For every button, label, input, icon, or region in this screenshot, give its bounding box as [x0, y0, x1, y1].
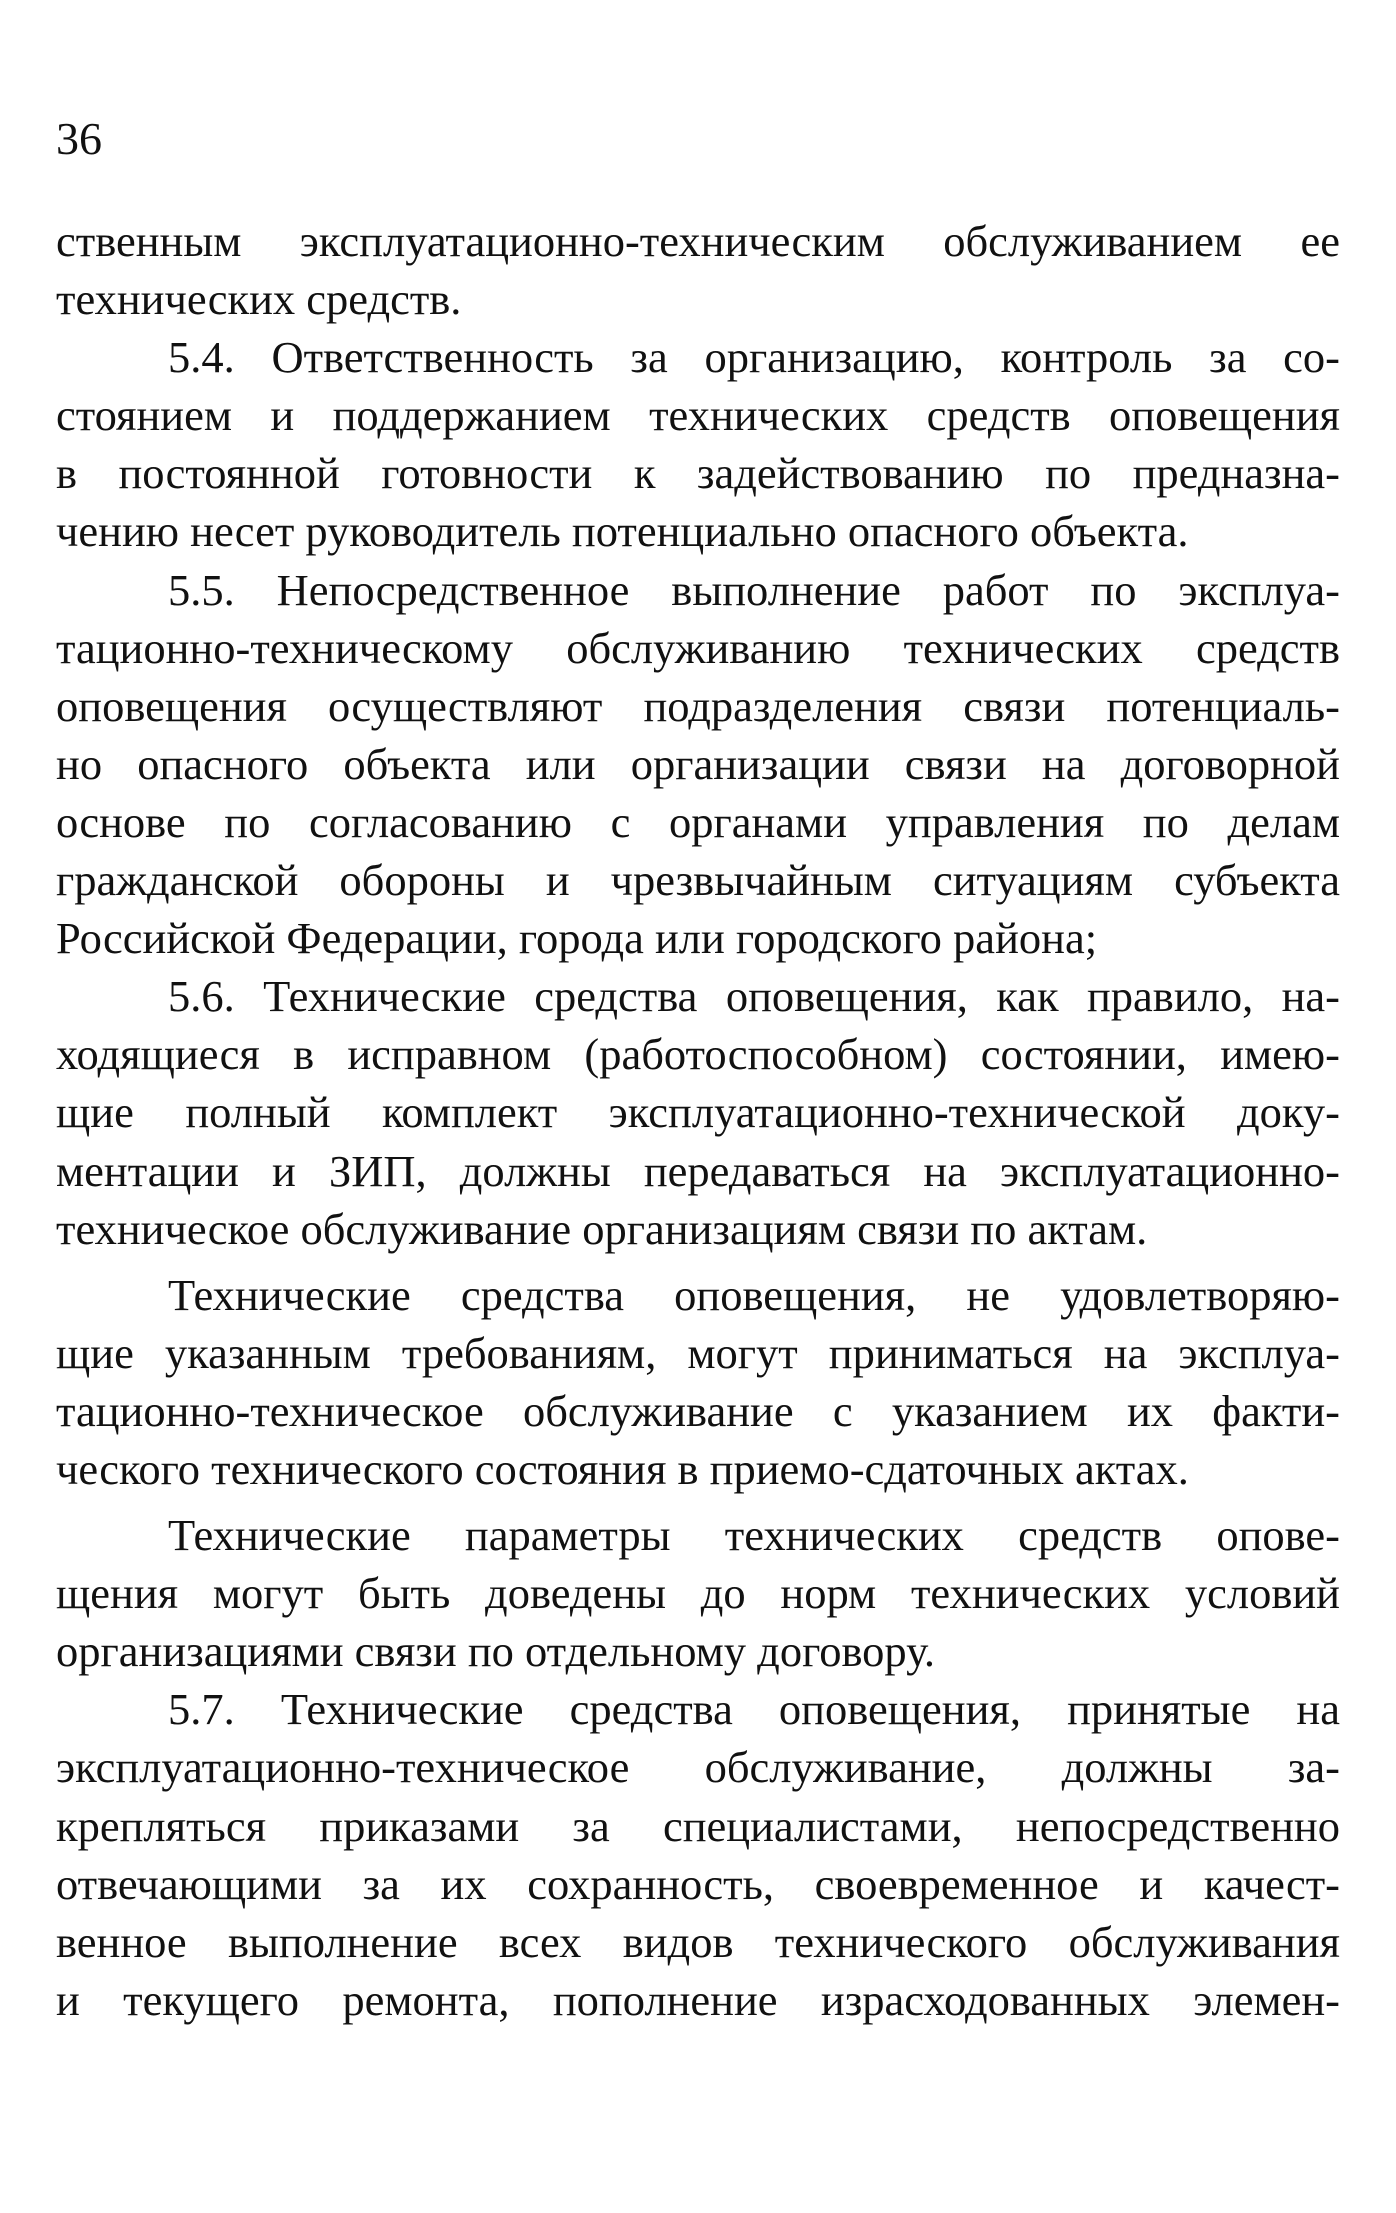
paragraph	[56, 967, 1340, 1257]
paragraph	[56, 1680, 1340, 2029]
paragraph-gap	[56, 1498, 1340, 1506]
text-line: техническое обслуживание организациям связи по актам.	[56, 1203, 1148, 1254]
text-line: ментации и ЗИП, должны передаваться на эксплуатационно-	[56, 1145, 1340, 1196]
text-line: ственным эксплуатационно-техническим обслуживанием ее	[56, 216, 1340, 266]
text-line: Технические параметры технических средств опове-	[168, 1510, 1340, 1561]
text-line: ходящиеся в исправном (работоспособном) состоянии, имею-	[56, 1029, 1340, 1080]
text-line: и текущего ремонта, пополнение израсходованных элемен-	[56, 1974, 1340, 2025]
paragraph	[56, 1506, 1340, 1680]
body-text	[56, 212, 1340, 2029]
text-line: щие указанным требованиям, могут приниматься на эксплуа-	[56, 1327, 1340, 1378]
text-line: щения могут быть доведены до норм технических условий	[56, 1568, 1340, 1619]
text-line: крепляться приказами за специалистами, непосредственно	[56, 1800, 1340, 1851]
page-number: 36	[56, 113, 102, 164]
text-line: Российской Федерации, города или городского района;	[56, 913, 1098, 964]
text-line: ческого технического состояния в приемо-сдаточных актах.	[56, 1443, 1189, 1494]
text-line: тационно-техническое обслуживание с указанием их факти-	[56, 1385, 1340, 1436]
text-line: в постоянной готовности к задействованию по предназна-	[56, 448, 1340, 499]
paragraph-gap	[56, 1258, 1340, 1266]
text-line: 5.7. Технические средства оповещения, принятые на	[168, 1684, 1340, 1735]
text-line: технических средств.	[56, 274, 462, 325]
text-line: оповещения осуществляют подразделения связи потенциаль-	[56, 680, 1340, 731]
text-line: но опасного объекта или организации связи на договорной	[56, 738, 1340, 789]
text-line: стоянием и поддержанием технических средств оповещения	[56, 390, 1340, 441]
text-line: гражданской обороны и чрезвычайным ситуациям субъекта	[56, 855, 1340, 906]
text-line: 5.4. Ответственность за организацию, контроль за со-	[168, 332, 1340, 383]
text-line: 5.6. Технические средства оповещения, как правило, на-	[168, 971, 1340, 1022]
text-line: 5.5. Непосредственное выполнение работ по эксплуа-	[168, 564, 1340, 615]
text-line: Технические средства оповещения, не удовлетворяю-	[168, 1269, 1340, 1320]
text-line: щие полный комплект эксплуатационно-технической доку-	[56, 1087, 1340, 1138]
text-line: организациями связи по отдельному договору.	[56, 1626, 936, 1677]
text-line: отвечающими за их сохранность, своевременное и качест-	[56, 1858, 1340, 1909]
text-line: чению несет руководитель потенциально опасного объекта.	[56, 506, 1189, 557]
paragraph	[56, 212, 1340, 328]
paragraph	[56, 1266, 1340, 1498]
paragraph	[56, 561, 1340, 968]
text-line: венное выполнение всех видов технического обслуживания	[56, 1916, 1340, 1967]
text-line: эксплуатационно-техническое обслуживание, должны за-	[56, 1742, 1340, 1793]
text-line: основе по согласованию с органами управления по делам	[56, 796, 1340, 847]
text-line: тационно-техническому обслуживанию технических средств	[56, 622, 1340, 673]
paragraph	[56, 328, 1340, 560]
